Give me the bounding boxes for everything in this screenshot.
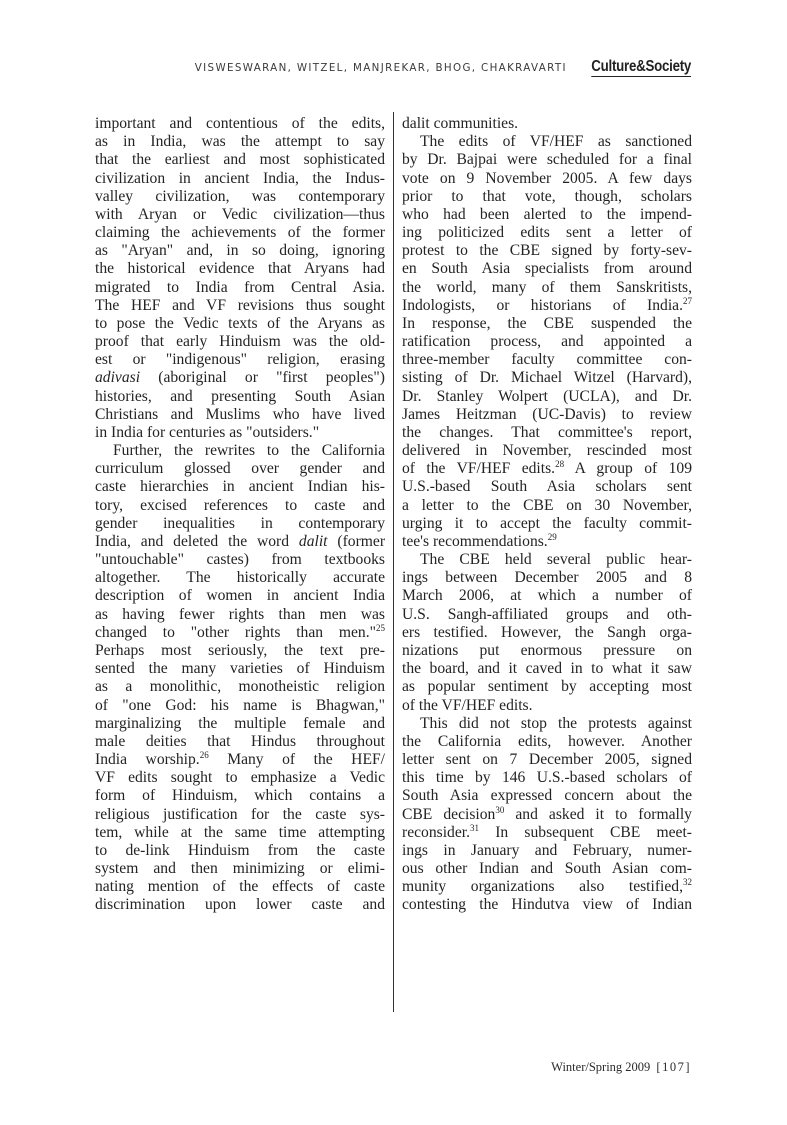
page-number: [107] — [656, 1060, 691, 1074]
footnote-ref-26[interactable]: 26 — [199, 750, 209, 761]
text-fragment: reconsider. — [402, 823, 470, 841]
text-line: histories, and presenting South Asian — [95, 387, 385, 405]
text-fragment: CBE decision — [402, 805, 496, 823]
text-line: curriculum glossed over gender and — [95, 460, 385, 478]
footnote-ref-31[interactable]: 31 — [469, 822, 479, 833]
footnote-ref-32[interactable]: 32 — [683, 877, 692, 888]
text-line: VF edits sought to emphasize a Vedic — [95, 769, 385, 787]
text-line: claiming the achievements of the former — [95, 224, 385, 242]
text-line: to de-link Hinduism from the caste — [95, 841, 385, 859]
text-line: nating mention of the effects of caste — [95, 878, 385, 896]
text-line: male deities that Hindus throughout — [95, 732, 385, 750]
text-line — [402, 806, 692, 824]
text-line: U.S. Sangh-affiliated groups and oth- — [402, 605, 692, 623]
text-line: the changes. That committee's report, — [402, 423, 692, 441]
text-line — [402, 297, 692, 315]
text-line: of the VF/HEF edits. — [402, 696, 533, 714]
text-line: delivered in November, rescinded most — [402, 442, 692, 460]
text-line: description of women in ancient India — [95, 587, 385, 605]
text-line: South Asia expressed concern about the — [402, 787, 692, 805]
text-line: the historical evidence that Aryans had — [95, 260, 385, 278]
text-fragment: India worship. — [95, 751, 200, 769]
text-line: Dr. Stanley Wolpert (UCLA), and Dr. — [402, 387, 692, 405]
text-line: vote on 9 November 2005. A few days — [402, 169, 692, 187]
text-line: civilization in ancient India, the Indus- — [95, 169, 385, 187]
text-line — [95, 369, 385, 387]
text-line: valley civilization, was contemporary — [95, 187, 385, 205]
footnote-ref-29[interactable]: 29 — [547, 531, 557, 542]
text-line: as a monolithic, monotheistic religion — [95, 678, 385, 696]
text-fragment: of the VF/HEF edits. — [402, 460, 556, 478]
right-column — [402, 115, 692, 915]
text-line: protest to the CBE signed by forty-sev- — [402, 242, 692, 260]
paragraph-start-line: The edits of VF/HEF as sanctioned — [420, 133, 692, 151]
text-line: as "Aryan" and, in so doing, ignoring — [95, 242, 385, 260]
running-head — [195, 59, 691, 77]
text-line: ings between December 2005 and 8 — [402, 569, 692, 587]
text-line: discrimination upon lower caste and — [95, 896, 385, 914]
text-line: with Aryan or Vedic civilization—thus — [95, 205, 385, 223]
text-line: the California edits, however. Another — [402, 732, 692, 750]
text-fragment: India, and deleted the word — [95, 532, 290, 550]
text-line — [402, 878, 692, 896]
text-fragment: Many of the HEF/ — [227, 751, 385, 769]
text-line: U.S.-based South Asia scholars sent — [402, 478, 692, 496]
text-line: as in India, was the attempt to say — [95, 133, 385, 151]
text-line: sisting of Dr. Michael Witzel (Harvard), — [402, 369, 692, 387]
text-line: tory, excised references to caste and — [95, 496, 385, 514]
text-line: migrated to India from Central Asia. — [95, 278, 385, 296]
text-line: sented the many varieties of Hinduism — [95, 660, 385, 678]
paragraph-start-line: The CBE held several public hear- — [420, 551, 692, 569]
text-line — [95, 751, 385, 769]
running-head-authors: VISWESWARAN, WITZEL, MANJREKAR, BHOG, CHAKRAVARTI — [194, 62, 567, 74]
text-line: who had been alerted to the impend- — [402, 205, 692, 223]
text-line: prior to that vote, though, scholars — [402, 187, 692, 205]
text-fragment: Indologists, or historians of India. — [402, 296, 683, 314]
text-line: to pose the Vedic texts of the Aryans as — [95, 314, 385, 332]
journal-logo: Culture&Society — [591, 58, 691, 75]
text-line: as popular sentiment by accepting most — [402, 678, 692, 696]
text-line: three-member faculty committee con- — [402, 351, 692, 369]
text-fragment: (aboriginal or "first peoples") — [158, 369, 385, 387]
text-line: in India for centuries as "outsiders." — [95, 423, 320, 441]
text-fragment: A group of 109 — [574, 460, 692, 478]
text-line: altogether. The historically accurate — [95, 569, 385, 587]
text-line: system and then minimizing or elimi- — [95, 860, 385, 878]
text-line: ous other Indian and South Asian com- — [402, 860, 692, 878]
text-line: contesting the Hindutva view of Indian — [402, 896, 692, 914]
italic-term-adivasi: adivasi — [95, 369, 141, 387]
text-line: the board, and it caved in to what it saw — [402, 660, 692, 678]
text-fragment: munity organizations also testified, — [402, 878, 683, 896]
text-fragment: (former — [337, 532, 386, 550]
text-line: as having fewer rights than men was — [95, 605, 385, 623]
left-column — [95, 115, 385, 915]
column-divider — [393, 112, 394, 1012]
text-line: est or "indigenous" religion, erasing — [95, 351, 385, 369]
text-line: of "one God: his name is Bhagwan," — [95, 696, 385, 714]
text-line — [402, 460, 692, 478]
text-line: a letter to the CBE on 30 November, — [402, 496, 692, 514]
text-line: James Heitzman (UC-Davis) to review — [402, 405, 692, 423]
page-footer — [551, 1060, 691, 1075]
text-line: letter sent on 7 December 2005, signed — [402, 751, 692, 769]
text-line: religious justification for the caste sys- — [95, 805, 385, 823]
text-line: en South Asia specialists from around — [402, 260, 692, 278]
text-line: In response, the CBE suspended the — [402, 314, 692, 332]
text-line: Perhaps most seriously, the text pre- — [95, 641, 385, 659]
footnote-ref-28[interactable]: 28 — [555, 459, 565, 470]
text-line: the world, many of them Sanskritists, — [402, 278, 692, 296]
text-line: ing politicized edits sent a letter of — [402, 224, 692, 242]
text-line — [95, 624, 385, 642]
text-line: ratification process, and appointed a — [402, 333, 692, 351]
text-line: "untouchable" castes) from textbooks — [95, 551, 385, 569]
text-line: Christians and Muslims who have lived — [95, 405, 385, 423]
text-line: dalit communities. — [402, 115, 519, 132]
text-fragment: tee's recommendations. — [402, 532, 548, 550]
italic-term-dalit: dalit — [298, 532, 328, 550]
text-line: The HEF and VF revisions thus sought — [95, 296, 385, 314]
text-line: ers testified. However, the Sangh orga- — [402, 623, 692, 641]
footnote-ref-25[interactable]: 25 — [376, 622, 385, 633]
paragraph-start-line: This did not stop the protests against — [420, 714, 692, 732]
text-line: proof that early Hinduism was the old- — [95, 333, 385, 351]
text-fragment: In subsequent CBE meet- — [495, 823, 692, 841]
text-line: form of Hinduism, which contains a — [95, 787, 385, 805]
text-fragment: changed to "other rights than men." — [95, 623, 376, 641]
text-line: nizations put enormous pressure on — [402, 641, 692, 659]
footnote-ref-27[interactable]: 27 — [683, 295, 692, 306]
text-line — [402, 824, 692, 842]
issue-label: Winter/Spring 2009 — [551, 1060, 651, 1074]
text-line: by Dr. Bajpai were scheduled for a final — [402, 151, 692, 169]
text-line: important and contentious of the edits, — [95, 115, 385, 132]
text-line — [402, 533, 692, 551]
text-line — [95, 533, 385, 551]
text-fragment: and asked it to formally — [515, 805, 692, 823]
text-line: March 2006, at which a number of — [402, 587, 692, 605]
text-line: caste hierarchies in ancient Indian his- — [95, 478, 385, 496]
text-line: that the earliest and most sophisticated — [95, 151, 385, 169]
text-line: urging it to accept the faculty commit- — [402, 514, 692, 532]
footnote-ref-30[interactable]: 30 — [495, 804, 505, 815]
text-line: ings in January and February, numer- — [402, 841, 692, 859]
text-line: this time by 146 U.S.-based scholars of — [402, 769, 692, 787]
text-line: tem, while at the same time attempting — [95, 823, 385, 841]
paragraph-start-line: Further, the rewrites to the California — [113, 442, 385, 460]
text-line: marginalizing the multiple female and — [95, 714, 385, 732]
text-line: gender inequalities in contemporary — [95, 514, 385, 532]
